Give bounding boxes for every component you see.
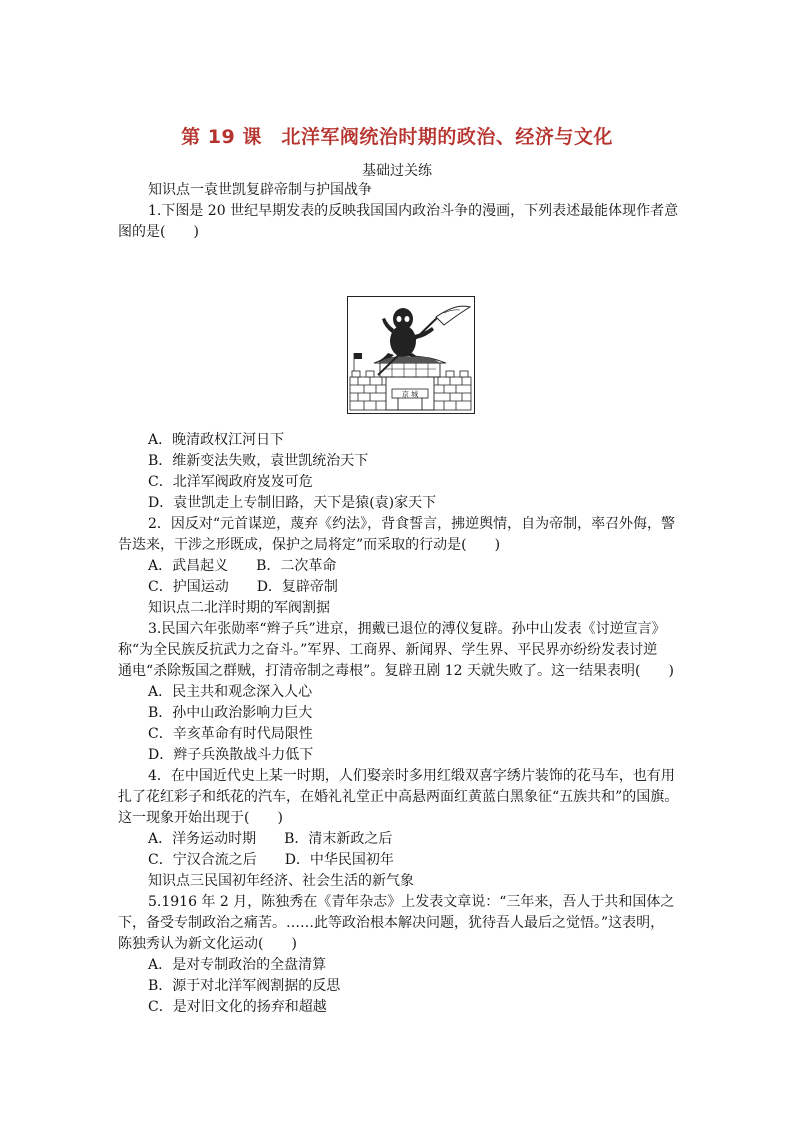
q3-option-d: D．辫子兵涣散战斗力低下	[148, 747, 314, 763]
q1-line1: 1.下图是 20 世纪早期发表的反映我国国内政治斗争的漫画，下列表述最能体现作者意	[148, 203, 679, 219]
q4-line3: 这一现象开始出现于( )	[118, 810, 283, 826]
q5-option-a: A．是对专制政治的全盘清算	[148, 957, 327, 973]
q5-line3: 陈独秀认为新文化运动( )	[118, 936, 297, 952]
q1-option-b: B．维新变法失败，袁世凯统治天下	[148, 453, 369, 469]
q2-line2: 告迭来，干涉之形既成，保护之局将定”而采取的行动是( )	[118, 537, 501, 553]
q2-line1: 2．因反对“元首谋逆，蔑弃《约法》，背食誓言，拂逆舆情，自为帝制，率召外侮，警	[148, 516, 676, 532]
q4-line1: 4．在中国近代史上某一时期，人们娶亲时多用红缎双喜字绣片装饰的花马车，也有用	[148, 768, 675, 784]
q3-option-b: B．孙中山政治影响力巨大	[148, 705, 313, 721]
section-subtitle: 基础过关练	[362, 163, 432, 179]
q4-options-row1: A．洋务运动时期 B．清末新政之后	[148, 831, 393, 847]
q5-option-b: B．源于对北洋军阀割据的反思	[148, 978, 341, 994]
q1-option-d: D．袁世凯走上专制旧路，天下是猿(袁)家天下	[148, 495, 437, 511]
cartoon-drawing	[348, 297, 473, 412]
q5-option-c: C．是对旧文化的扬弃和超越	[148, 999, 327, 1015]
q5-line2: 下，备受专制政治之痛苦。……此等政治根本解决问题，犹待吾人最后之觉悟。”这表明，	[118, 915, 665, 931]
q4-line2: 扎了花红彩子和纸花的汽车，在婚礼礼堂正中高悬两面红黄蓝白黑象征“五族共和”的国旗。	[118, 789, 679, 805]
q3-option-a: A．民主共和观念深入人心	[148, 684, 313, 700]
knowledge-point-3: 知识点三民国初年经济、社会生活的新气象	[148, 873, 414, 889]
knowledge-point-2: 知识点二北洋时期的军阀割据	[148, 600, 330, 616]
q5-line1: 5.1916 年 2 月，陈独秀在《青年杂志》上发表文章说：“三年来，吾人于共和国体之	[148, 894, 675, 910]
q1-option-a: A．晚清政权江河日下	[148, 432, 285, 448]
q1-option-c: C．北洋军阀政府岌岌可危	[148, 474, 313, 490]
knowledge-point-1: 知识点一袁世凯复辟帝制与护国战争	[148, 182, 372, 198]
q3-option-c: C．辛亥革命有时代局限性	[148, 726, 313, 742]
q2-options-row2: C．护国运动 D．复辟帝制	[148, 579, 338, 595]
q4-options-row2: C．宁汉合流之后 D．中华民国初年	[148, 852, 394, 868]
q1-line2: 图的是( )	[118, 224, 199, 240]
q2-options-row1: A．武昌起义 B．二次革命	[148, 558, 337, 574]
gate-sign-text: 京 城	[401, 390, 419, 399]
q3-line1: 3.民国六年张勋率“辫子兵”进京，拥戴已退位的溥仪复辟。孙中山发表《讨逆宣言》	[148, 621, 666, 637]
political-cartoon-image	[347, 296, 475, 414]
q3-line2: 称“为全民族反抗武力之奋斗。”军界、工商界、新闻界、学生界、平民界亦纷纷发表讨逆	[118, 642, 658, 658]
q3-line3: 通电“杀除叛国之群贼，打清帝制之毒根”。复辟丑剧 12 天就失败了。这一结果表明( )	[118, 663, 674, 679]
page-title: 第 19 课 北洋军阀统治时期的政治、经济与文化	[181, 126, 613, 148]
